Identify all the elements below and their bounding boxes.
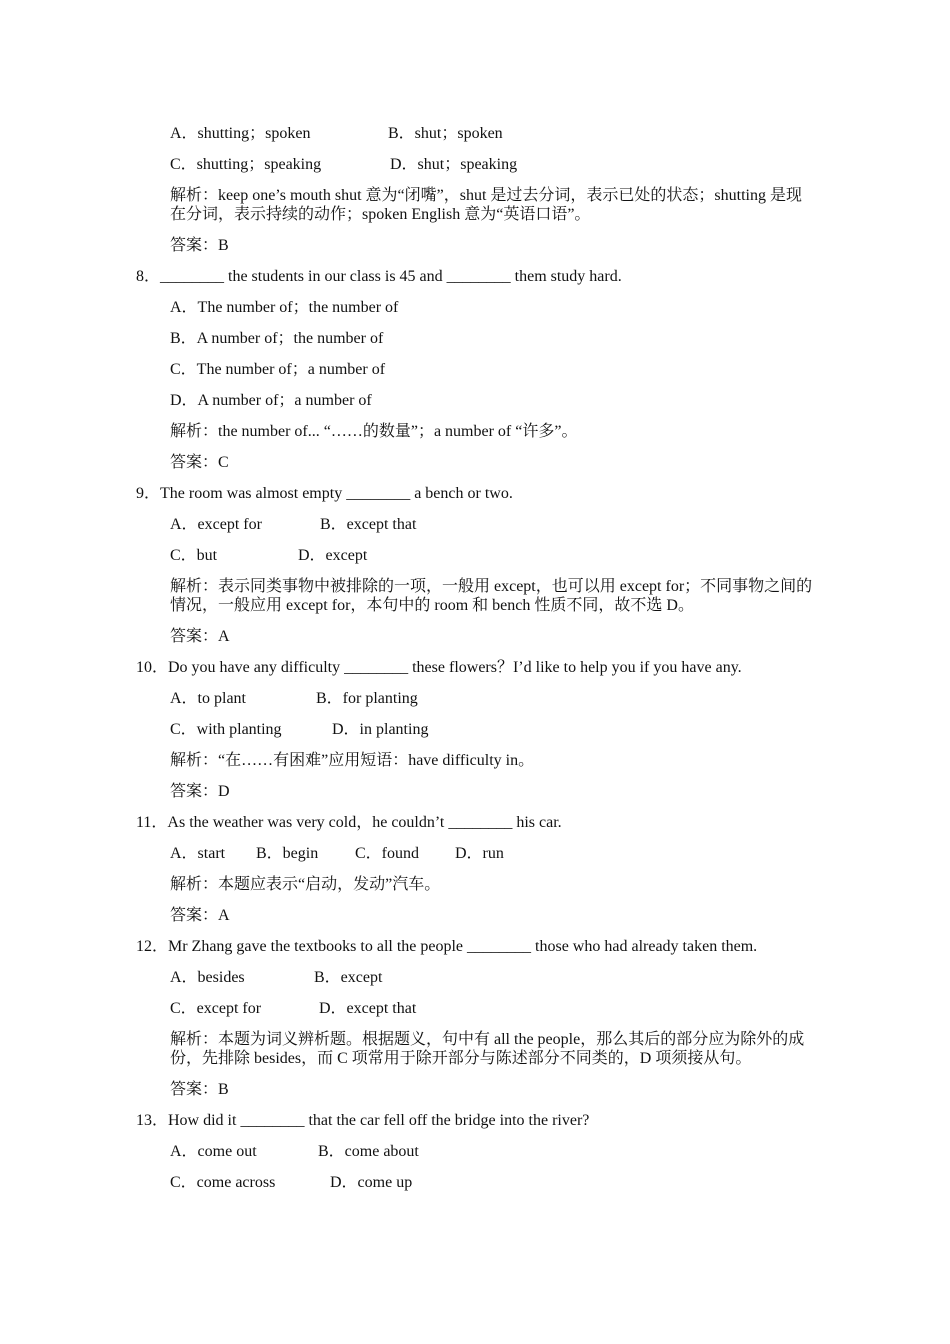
q7-option-c: C．shutting；speaking bbox=[170, 156, 322, 173]
q9-explanation: 解析：表示同类事物中被排除的一项，一般用 except，也可以用 except for；不同事物之间的情况，一般应用 except for，本句中的 room 和 bench 性质不同，故不选 D。 bbox=[170, 578, 813, 614]
q8-option-b: B．A number of；the number of bbox=[170, 330, 384, 347]
q9-option-a: A．except for bbox=[170, 516, 262, 533]
q10-answer: 答案：D bbox=[170, 783, 230, 800]
q13-question: 13．How did it ________ that the car fell off the bridge into the river? bbox=[136, 1112, 590, 1129]
q13-option-c: C．come across bbox=[170, 1174, 276, 1191]
q7-option-d: D．shut；speaking bbox=[390, 156, 518, 173]
q7-option-b: B．shut；spoken bbox=[388, 125, 503, 142]
q10-option-c: C．with planting bbox=[170, 721, 282, 738]
q8-question: 8．________ the students in our class is 45 and ________ them study hard. bbox=[136, 268, 622, 285]
q10-explanation: 解析：“在……有困难”应用短语：have difficulty in。 bbox=[170, 752, 535, 769]
q13-option-d: D．come up bbox=[330, 1174, 413, 1191]
q10-question: 10．Do you have any difficulty ________ these flowers？I’d like to help you if you have any. bbox=[136, 659, 742, 676]
q12-question: 12．Mr Zhang gave the textbooks to all the people ________ those who had already taken them. bbox=[136, 938, 758, 955]
q12-option-b: B．except bbox=[314, 969, 383, 986]
q8-explanation: 解析：the number of... “……的数量”；a number of “许多”。 bbox=[170, 423, 578, 440]
q13-option-a: A．come out bbox=[170, 1143, 257, 1160]
q9-answer: 答案：A bbox=[170, 628, 230, 645]
q9-option-b: B．except that bbox=[320, 516, 417, 533]
q11-explanation: 解析：本题应表示“启动，发动”汽车。 bbox=[170, 876, 441, 893]
q9-option-d: D．except bbox=[298, 547, 368, 564]
q11-question: 11．As the weather was very cold，he couldn’t ________ his car. bbox=[136, 814, 562, 831]
q12-option-d: D．except that bbox=[319, 1000, 417, 1017]
q12-answer: 答案：B bbox=[170, 1081, 229, 1098]
q11-option-a: A．start bbox=[170, 845, 226, 862]
q7-answer: 答案：B bbox=[170, 237, 229, 254]
q10-option-d: D．in planting bbox=[332, 721, 429, 738]
q10-option-a: A．to plant bbox=[170, 690, 246, 707]
q9-question: 9．The room was almost empty ________ a bench or two. bbox=[136, 485, 513, 502]
q9-option-c: C．but bbox=[170, 547, 218, 564]
q13-option-b: B．come about bbox=[318, 1143, 419, 1160]
q12-option-a: A．besides bbox=[170, 969, 245, 986]
q11-option-c: C．found bbox=[355, 845, 420, 862]
q7-explanation: 解析：keep one’s mouth shut 意为“闭嘴”，shut 是过去分词，表示已处的状态；shutting 是现在分词，表示持续的动作；spoken English 意为“英语口语”。 bbox=[170, 187, 802, 223]
q12-option-c: C．except for bbox=[170, 1000, 262, 1017]
q11-answer: 答案：A bbox=[170, 907, 230, 924]
q11-option-d: D．run bbox=[455, 845, 504, 862]
q12-explanation: 解析：本题为词义辨析题。根据题义，句中有 all the people，那么其后的部分应为除外的成份，先排除 besides，而 C 项常用于除开部分与陈述部分不同类的，D 项须接从句。 bbox=[170, 1031, 805, 1067]
q8-option-d: D．A number of；a number of bbox=[170, 392, 372, 409]
q7-option-a: A．shutting；spoken bbox=[170, 125, 311, 142]
q11-option-b: B．begin bbox=[256, 845, 319, 862]
q10-option-b: B．for planting bbox=[316, 690, 418, 707]
q8-option-a: A．The number of；the number of bbox=[170, 299, 399, 316]
q8-option-c: C．The number of；a number of bbox=[170, 361, 386, 378]
q8-answer: 答案：C bbox=[170, 454, 229, 471]
